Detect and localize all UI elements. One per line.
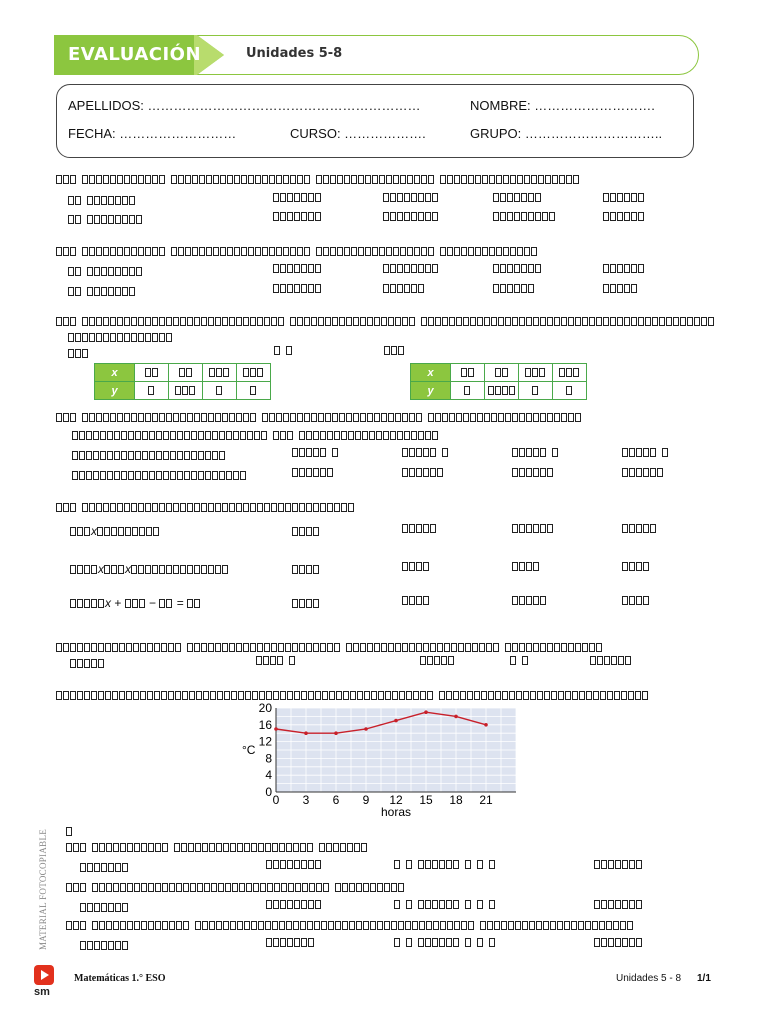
table-cell xyxy=(485,364,519,382)
table-cell xyxy=(519,364,553,382)
table-row xyxy=(95,364,271,382)
data-point xyxy=(454,715,458,719)
table-cell xyxy=(553,382,587,400)
answer-row xyxy=(292,562,320,576)
answer-row xyxy=(68,264,143,278)
page-subtitle: Unidades 5-8 xyxy=(246,46,343,61)
answer-row xyxy=(68,212,143,226)
answer-row xyxy=(80,900,129,914)
question-line xyxy=(68,346,89,360)
table-header-y: y xyxy=(411,382,451,400)
answer-row xyxy=(292,524,320,538)
answer-row xyxy=(80,938,129,952)
curso-field[interactable]: CURSO: ………………. xyxy=(290,126,426,141)
operator: + xyxy=(114,596,122,610)
table-cell xyxy=(237,364,271,382)
values-table-right xyxy=(410,363,587,400)
data-point xyxy=(394,719,398,723)
nombre-field[interactable]: NOMBRE: ………………………. xyxy=(470,98,655,113)
operator: − xyxy=(149,596,157,610)
y-tick-label: 12 xyxy=(258,734,272,749)
x-tick-label: 15 xyxy=(419,793,433,807)
student-info-box xyxy=(56,84,694,158)
data-point xyxy=(364,727,368,731)
variable: x xyxy=(105,596,111,610)
y-tick-label: 16 xyxy=(258,717,272,732)
page-title: EVALUACIÓN xyxy=(68,44,202,65)
table-cell xyxy=(553,364,587,382)
data-point xyxy=(334,731,338,735)
answer-row xyxy=(70,656,105,670)
question-line xyxy=(56,640,603,654)
y-tick-label: 8 xyxy=(265,751,272,766)
table-cell xyxy=(237,382,271,400)
x-tick-label: 9 xyxy=(362,793,370,807)
table-cell xyxy=(451,382,485,400)
footer-subject: Matemáticas 1.° ESO xyxy=(74,973,166,984)
data-point xyxy=(424,710,428,714)
question-line xyxy=(66,918,634,932)
grupo-field[interactable]: GRUPO: ………………………….. xyxy=(470,126,663,141)
y-tick-label: 4 xyxy=(265,768,272,783)
table-cell xyxy=(135,382,169,400)
question-line xyxy=(56,244,538,258)
table-cell xyxy=(169,382,203,400)
answer-row xyxy=(292,596,320,610)
table-cell xyxy=(169,364,203,382)
x-tick-label: 3 xyxy=(302,793,310,807)
answer-row xyxy=(72,448,226,462)
question-line xyxy=(56,314,715,328)
temperature-chart xyxy=(236,702,526,818)
question-line xyxy=(56,410,582,424)
side-label: MATERIAL FOTOCOPIABLE xyxy=(38,828,48,950)
table-cell xyxy=(135,364,169,382)
question-line xyxy=(66,880,405,894)
x-axis-label: horas xyxy=(380,805,412,818)
operator: = xyxy=(176,596,188,610)
data-point xyxy=(304,731,308,735)
table-header-y: y xyxy=(95,382,135,400)
question-line xyxy=(66,824,73,838)
x-tick-label: 0 xyxy=(272,793,280,807)
page-number: 1/1 xyxy=(697,973,711,984)
table-cell xyxy=(485,382,519,400)
equation-row xyxy=(70,524,160,538)
x-tick-label: 6 xyxy=(332,793,340,807)
table-cell xyxy=(203,364,237,382)
question-line xyxy=(56,172,580,186)
answer-row xyxy=(72,468,247,482)
sm-logo-icon xyxy=(34,965,54,985)
y-tick-label: 0 xyxy=(265,785,272,799)
y-tick-label: 20 xyxy=(258,702,272,715)
x-tick-label: 18 xyxy=(449,793,463,807)
table-header-x: x xyxy=(95,364,135,382)
table-header-x: x xyxy=(411,364,451,382)
variable: x xyxy=(98,562,104,576)
values-table-left xyxy=(94,363,271,400)
table-cell xyxy=(203,382,237,400)
table-cell xyxy=(519,382,553,400)
x-tick-label: 21 xyxy=(479,793,493,807)
table-cell xyxy=(451,364,485,382)
question-line xyxy=(56,688,649,702)
question-line xyxy=(68,330,173,344)
data-point xyxy=(274,727,278,731)
equation-row xyxy=(70,596,201,610)
table-row xyxy=(411,382,587,400)
question-line xyxy=(66,840,368,854)
y-axis-label: °C xyxy=(242,743,256,757)
fecha-field[interactable]: FECHA: ……………………… xyxy=(68,126,237,141)
answer-row xyxy=(68,284,136,298)
apellidos-field[interactable]: APELLIDOS: ……………………………………………………… xyxy=(68,98,421,113)
logo-text: sm xyxy=(34,986,50,998)
variable: x xyxy=(91,524,97,538)
table-row xyxy=(411,364,587,382)
answer-row xyxy=(68,193,136,207)
x-tick-label: 12 xyxy=(389,793,403,807)
footer-units: Unidades 5 - 8 xyxy=(616,973,682,984)
answer-row xyxy=(80,860,129,874)
question-line xyxy=(72,428,439,442)
table-row xyxy=(95,382,271,400)
variable: x xyxy=(125,562,131,576)
data-point xyxy=(484,723,488,727)
equation-row xyxy=(70,562,229,576)
question-line xyxy=(56,500,355,514)
